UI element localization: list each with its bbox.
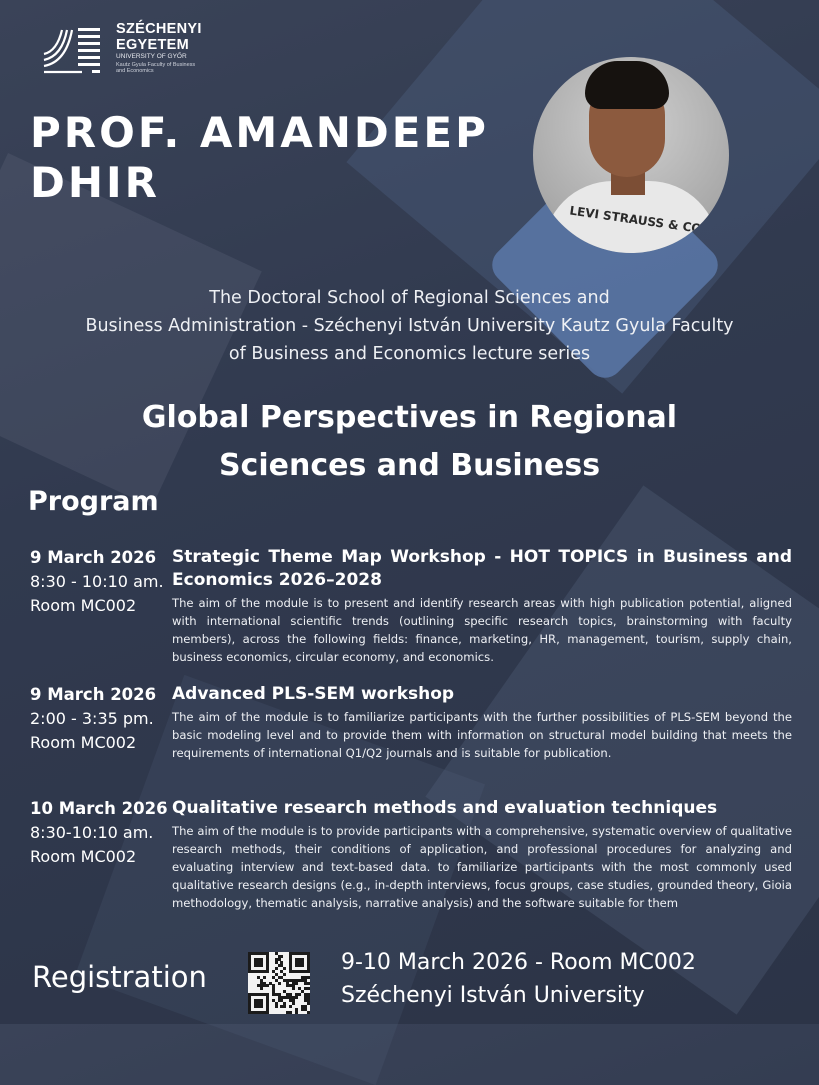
- session-description: The aim of the module is to familiarize participants with the further possibilities of PLS-SEM beyond the basic modeling level and to provide them with information on structural model building that meets the requirements of international Q1/Q2 journals and is suitable for publication.: [172, 710, 792, 760]
- logo-name-line1: SZÉCHENYI: [116, 21, 202, 37]
- photo-shirt-text: LEVI STRAUSS & CO.: [568, 203, 707, 237]
- logo-name-line2: EGYETEM: [116, 36, 189, 53]
- university-logo-icon: [42, 22, 104, 74]
- university-logo: [42, 22, 202, 74]
- event-venue: Széchenyi István University: [341, 983, 645, 1008]
- registration-label: Registration: [32, 960, 207, 994]
- speaker-photo: [533, 57, 729, 253]
- event-date-room: 9-10 March 2026 - Room MC002: [341, 950, 696, 975]
- session-description: The aim of the module is to present and identify research areas with high publication potential, aligned with international scientific trends (outlining specific research topics, brainstorming with faculty members), across the following fields: finance, marketing, HR, management, tourism, supply chain, business economics, circular economy, and economics.: [172, 596, 792, 664]
- series-title-line: Global Perspectives in Regional: [141, 400, 678, 435]
- doctoral-school-description: [20, 284, 799, 368]
- session-date: 9 March 2026: [30, 685, 157, 704]
- speaker-name: PROF. AMANDEEP DHIR: [30, 108, 489, 207]
- school-line: The Doctoral School of Regional Sciences and: [209, 288, 610, 308]
- session-time: 2:00 - 3:35 pm.: [30, 709, 154, 728]
- school-line: of Business and Economics lecture series: [228, 344, 591, 364]
- session-room: Room MC002: [30, 596, 137, 615]
- session-title: Advanced PLS-SEM workshop: [172, 684, 455, 704]
- session-time: 8:30 - 10:10 am.: [30, 572, 164, 591]
- session-title: Strategic Theme Map Workshop - HOT TOPICS in Business and Economics 2026–2028: [172, 547, 792, 590]
- session-room: Room MC002: [30, 847, 137, 866]
- event-info: [341, 946, 696, 1012]
- session-title: Qualitative research methods and evaluation techniques: [172, 798, 718, 818]
- logo-subtitle: UNIVERSITY OF GYŐR: [116, 53, 187, 60]
- series-title-line: Sciences and Business: [218, 448, 601, 483]
- session-date: 9 March 2026: [30, 548, 157, 567]
- session-time: 8:30-10:10 am.: [30, 823, 154, 842]
- logo-faculty: Kautz Gyula Faculty of Business and Economics: [116, 61, 196, 74]
- lecture-series-title: [40, 394, 779, 490]
- school-line: Business Administration - Széchenyi István University Kautz Gyula Faculty: [85, 316, 734, 336]
- session-room: Room MC002: [30, 733, 137, 752]
- program-heading: Program: [28, 486, 159, 517]
- qr-code-icon[interactable]: [248, 952, 310, 1014]
- session-description: The aim of the module is to provide participants with a comprehensive, systematic overview of qualitative research methods, their conditions of application, and professional procedures for analyzing and evaluating interview and text-based data. to familiarize participants with the most commonly used qualitative research designs (e.g., in-depth interviews, focus groups, case studies, grounded theory, Gioia methodology, thematic analysis, narrative analysis) and the software suitable for them: [172, 824, 792, 910]
- session-date: 10 March 2026: [30, 799, 168, 818]
